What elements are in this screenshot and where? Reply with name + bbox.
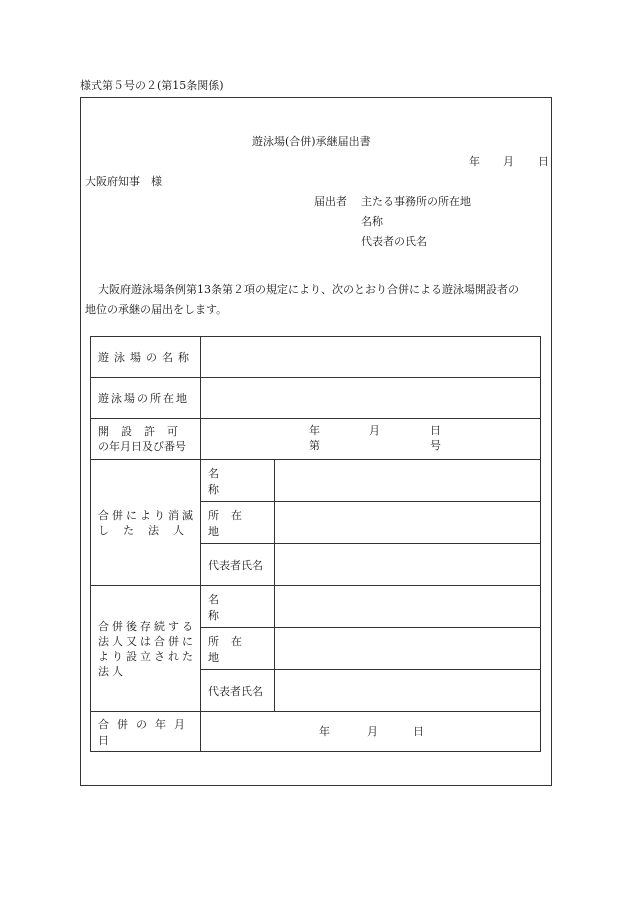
- dissolved-location-label-cell: [201, 502, 275, 544]
- merger-month: 月: [367, 724, 378, 738]
- permit-day: 日: [430, 424, 441, 437]
- surviving-location-label: 所在地: [208, 634, 254, 664]
- surviving-label-line2: 法人又は合併に: [98, 634, 196, 648]
- merger-date-label: 合併の年月日: [98, 717, 193, 747]
- surviving-name-label: 名称: [208, 592, 253, 622]
- table-row: [91, 586, 541, 628]
- permit-go: 号: [430, 439, 441, 452]
- surviving-rep-value[interactable]: [275, 670, 541, 712]
- surviving-name-label-cell: [201, 586, 275, 628]
- dissolved-rep-label: 代表者氏名: [208, 558, 263, 572]
- dissolved-label-line1: 合併により消滅: [98, 508, 196, 522]
- merger-date-label-cell: [91, 712, 201, 752]
- notifier-label: 届出者: [314, 195, 347, 208]
- dissolved-location-label: 所在地: [208, 508, 254, 538]
- table-row: [91, 419, 541, 460]
- surviving-name-value[interactable]: [275, 586, 541, 628]
- dissolved-name-label-cell: [201, 460, 275, 502]
- permit-label-line1: 開設許可: [98, 425, 190, 438]
- pool-name-value[interactable]: [201, 337, 541, 378]
- dissolved-label-cell: [91, 460, 201, 586]
- dissolved-rep-value[interactable]: [275, 544, 541, 586]
- notifier-representative-label: 代表者の氏名: [361, 235, 427, 248]
- addressee: 大阪府知事 様: [85, 175, 162, 188]
- permit-value-cell[interactable]: [201, 419, 541, 460]
- surviving-label-line3: より設立された: [98, 649, 196, 663]
- surviving-label-line1: 合併後存続する: [98, 619, 196, 633]
- table-row: [91, 378, 541, 419]
- surviving-location-label-cell: [201, 628, 275, 670]
- pool-location-value[interactable]: [201, 378, 541, 419]
- merger-year: 年: [319, 724, 330, 738]
- surviving-label-line4: 法人: [98, 664, 126, 678]
- date-year: 年: [469, 155, 480, 168]
- permit-label-line2: の年月日及び番号: [98, 440, 186, 453]
- body-text-line2: 地位の承継の届出をします。: [85, 303, 228, 316]
- table-row: [91, 337, 541, 378]
- date-month: 月: [503, 155, 514, 168]
- notifier-name-label: 名称: [361, 215, 383, 228]
- permit-dai: 第: [309, 439, 320, 452]
- dissolved-label-line2: した法人: [98, 523, 198, 537]
- merger-day: 日: [413, 724, 424, 738]
- surviving-label-cell: [91, 586, 201, 712]
- pool-name-label: 遊泳場の名称: [98, 351, 194, 364]
- surviving-rep-label-cell: [201, 670, 275, 712]
- table-row: [91, 460, 541, 502]
- dissolved-name-value[interactable]: [275, 460, 541, 502]
- dissolved-location-value[interactable]: [275, 502, 541, 544]
- permit-label-cell: [91, 419, 201, 460]
- table-row: [91, 712, 541, 752]
- body-text-line1: 大阪府遊泳場条例第13条第２項の規定により、次のとおり合併による遊泳場開設者の: [98, 283, 519, 296]
- form-number: 様式第５号の２(第15条関係): [80, 79, 224, 92]
- document-title: 遊泳場(合併)承継届出書: [252, 135, 371, 148]
- date-day: 日: [538, 155, 549, 168]
- pool-location-label-cell: [91, 378, 201, 419]
- application-table: [90, 336, 541, 752]
- notifier-address-label: 主たる事務所の所在地: [361, 195, 471, 208]
- merger-date-value-cell[interactable]: [201, 712, 541, 752]
- dissolved-name-label: 名称: [208, 466, 253, 496]
- permit-year: 年: [309, 424, 320, 437]
- surviving-rep-label: 代表者氏名: [208, 684, 263, 698]
- dissolved-rep-label-cell: [201, 544, 275, 586]
- pool-name-label-cell: [91, 337, 201, 378]
- permit-month: 月: [369, 424, 380, 437]
- pool-location-label: 遊泳場の所在地: [98, 392, 189, 405]
- surviving-location-value[interactable]: [275, 628, 541, 670]
